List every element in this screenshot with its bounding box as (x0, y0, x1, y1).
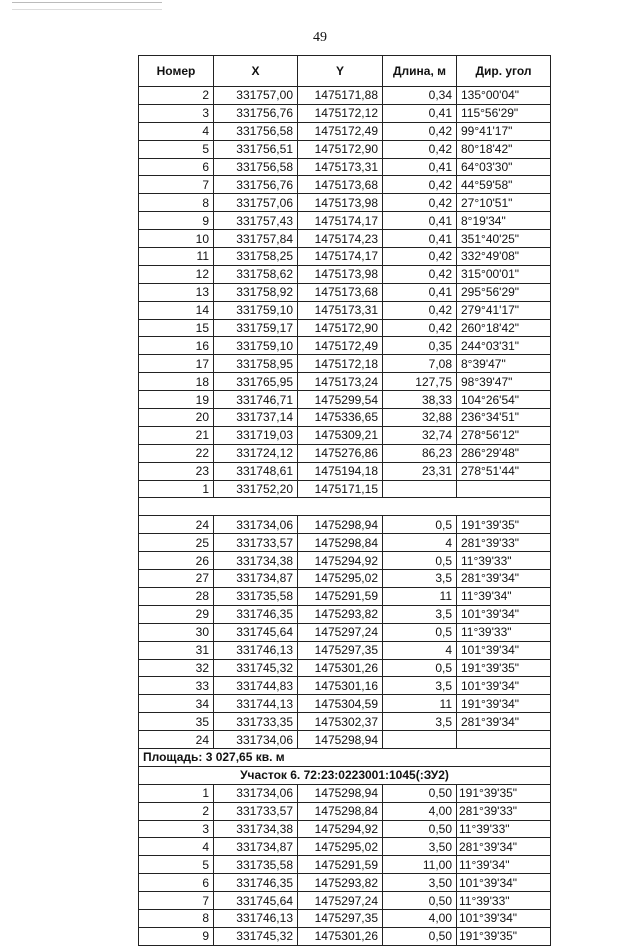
cell-number: 8 (139, 194, 214, 212)
cell-y: 1475301,26 (298, 927, 383, 945)
cell-number: 9 (139, 927, 214, 945)
cell-number: 34 (139, 695, 214, 713)
cell-angle: 191°39'35" (457, 659, 551, 677)
cell-x: 331744,13 (214, 695, 298, 713)
coordinates-table (138, 55, 551, 946)
cell-length: 0,42 (383, 140, 457, 158)
table-row (139, 283, 551, 301)
cell-y: 1475301,16 (298, 677, 383, 695)
table-row (139, 677, 551, 695)
cell-length: 11 (383, 587, 457, 605)
cell-number: 16 (139, 337, 214, 355)
table-row (139, 587, 551, 605)
cell-length: 0,41 (383, 230, 457, 248)
section-title: Участок 6. 72:23:0223001:1045(:ЗУ2) (139, 766, 551, 784)
cell-number: 6 (139, 158, 214, 176)
cell-angle: 281°39'34" (457, 713, 551, 731)
cell-number: 31 (139, 641, 214, 659)
cell-angle: 101°39'34" (457, 677, 551, 695)
cell-y: 1475297,35 (298, 909, 383, 927)
table-row (139, 248, 551, 266)
cell-x: 331756,58 (214, 158, 298, 176)
cell-length: 32,74 (383, 426, 457, 444)
cell-x: 331746,13 (214, 909, 298, 927)
cell-x: 331733,35 (214, 713, 298, 731)
cell-length: 7,08 (383, 355, 457, 373)
header-number: Номер (139, 56, 214, 87)
cell-number: 11 (139, 248, 214, 266)
cell-number: 9 (139, 212, 214, 230)
cell-angle: 332°49'08" (457, 248, 551, 266)
page-number: 49 (313, 30, 327, 45)
cell-x: 331735,58 (214, 587, 298, 605)
cell-number: 4 (139, 122, 214, 140)
cell-x: 331737,14 (214, 409, 298, 427)
cell-angle: 115°56'29" (457, 104, 551, 122)
cell-angle: 191°39'34" (457, 695, 551, 713)
table-row (139, 265, 551, 283)
cell-y: 1475298,84 (298, 802, 383, 820)
cell-number: 2 (139, 802, 214, 820)
cell-x: 331748,61 (214, 462, 298, 480)
cell-length: 0,50 (383, 784, 457, 802)
cell-length: 0,42 (383, 194, 457, 212)
cell-x: 331757,84 (214, 230, 298, 248)
table-row (139, 641, 551, 659)
table-row (139, 713, 551, 731)
header-x: X (214, 56, 298, 87)
cell-y: 1475276,86 (298, 444, 383, 462)
cell-angle: 11°39'34" (457, 587, 551, 605)
cell-number: 35 (139, 713, 214, 731)
cell-angle: 44°59'58" (457, 176, 551, 194)
cell-x: 331759,17 (214, 319, 298, 337)
cell-angle: 11°39'33" (457, 552, 551, 570)
cell-length: 127,75 (383, 373, 457, 391)
cell-angle: 281°39'34" (457, 838, 551, 856)
cell-number: 2 (139, 87, 214, 105)
cell-number: 5 (139, 856, 214, 874)
cell-y: 1475174,17 (298, 248, 383, 266)
cell-length: 0,50 (383, 927, 457, 945)
table-row (139, 570, 551, 588)
cell-angle (457, 480, 551, 498)
cell-x: 331757,43 (214, 212, 298, 230)
cell-x: 331752,20 (214, 480, 298, 498)
cell-angle: 11°39'34" (457, 856, 551, 874)
cell-y: 1475173,68 (298, 283, 383, 301)
cell-number: 8 (139, 909, 214, 927)
cell-number: 33 (139, 677, 214, 695)
cell-angle: 236°34'51" (457, 409, 551, 427)
header-row (139, 56, 551, 87)
cell-x: 331746,13 (214, 641, 298, 659)
cell-x: 331735,58 (214, 856, 298, 874)
cell-length: 0,5 (383, 516, 457, 534)
cell-length (383, 731, 457, 749)
table-row (139, 122, 551, 140)
cell-length: 86,23 (383, 444, 457, 462)
cell-length: 3,50 (383, 838, 457, 856)
cell-angle: 295°56'29" (457, 283, 551, 301)
cell-number: 29 (139, 605, 214, 623)
table-row (139, 212, 551, 230)
cell-x: 331757,06 (214, 194, 298, 212)
cell-x: 331734,38 (214, 820, 298, 838)
cell-x: 331756,76 (214, 104, 298, 122)
cell-y: 1475297,24 (298, 892, 383, 910)
cell-x: 331734,38 (214, 552, 298, 570)
cell-x: 331734,06 (214, 784, 298, 802)
cell-y: 1475194,18 (298, 462, 383, 480)
header-angle: Дир. угол (457, 56, 551, 87)
cell-number: 20 (139, 409, 214, 427)
cell-y: 1475173,31 (298, 301, 383, 319)
cell-y: 1475174,17 (298, 212, 383, 230)
cell-x: 331758,95 (214, 355, 298, 373)
cell-y: 1475304,59 (298, 695, 383, 713)
table-row (139, 194, 551, 212)
table-row (139, 319, 551, 337)
cell-angle: 11°39'33" (457, 892, 551, 910)
cell-length: 0,42 (383, 319, 457, 337)
cell-number: 32 (139, 659, 214, 677)
cell-x: 331745,64 (214, 892, 298, 910)
cell-angle: 244°03'31" (457, 337, 551, 355)
cell-x: 331734,87 (214, 570, 298, 588)
cell-number: 6 (139, 874, 214, 892)
area-label: Площадь: 3 027,65 кв. м (139, 748, 551, 766)
table-row (139, 605, 551, 623)
cell-angle: 278°56'12" (457, 426, 551, 444)
cell-length: 0,5 (383, 659, 457, 677)
cell-number: 10 (139, 230, 214, 248)
cell-length: 3,5 (383, 570, 457, 588)
cell-y: 1475302,37 (298, 713, 383, 731)
cell-angle: 135°00'04" (457, 87, 551, 105)
table-row (139, 301, 551, 319)
cell-y: 1475172,90 (298, 140, 383, 158)
cell-length: 0,42 (383, 122, 457, 140)
cell-y: 1475171,15 (298, 480, 383, 498)
cell-y: 1475171,88 (298, 87, 383, 105)
table-row (139, 87, 551, 105)
cell-number: 18 (139, 373, 214, 391)
cell-x: 331724,12 (214, 444, 298, 462)
cell-angle: 101°39'34" (457, 641, 551, 659)
cell-y: 1475298,84 (298, 534, 383, 552)
cell-angle: 27°10'51" (457, 194, 551, 212)
cell-length: 0,41 (383, 283, 457, 301)
table-row (139, 409, 551, 427)
table-row (139, 444, 551, 462)
empty-separator-row (139, 498, 551, 516)
cell-angle: 98°39'47" (457, 373, 551, 391)
cell-angle: 279°41'17" (457, 301, 551, 319)
cell-x: 331744,83 (214, 677, 298, 695)
cell-x: 331765,95 (214, 373, 298, 391)
cell-y: 1475172,49 (298, 337, 383, 355)
table-row (139, 534, 551, 552)
cell-number: 21 (139, 426, 214, 444)
cell-angle (457, 731, 551, 749)
table-row (139, 552, 551, 570)
cell-y: 1475172,49 (298, 122, 383, 140)
cell-number: 19 (139, 391, 214, 409)
cell-angle: 191°39'35" (457, 516, 551, 534)
cell-x: 331733,57 (214, 802, 298, 820)
cell-y: 1475173,98 (298, 194, 383, 212)
cell-x: 331758,92 (214, 283, 298, 301)
cell-x: 331734,06 (214, 516, 298, 534)
header-length: Длина, м (383, 56, 457, 87)
cell-number: 14 (139, 301, 214, 319)
cell-x: 331758,62 (214, 265, 298, 283)
cell-x: 331745,32 (214, 927, 298, 945)
cell-number: 30 (139, 623, 214, 641)
scan-edge-mark (12, 2, 162, 10)
header-y: Y (298, 56, 383, 87)
cell-angle: 281°39'33" (457, 534, 551, 552)
cell-angle: 101°39'34" (457, 874, 551, 892)
cell-x: 331756,76 (214, 176, 298, 194)
cell-length: 0,35 (383, 337, 457, 355)
cell-y: 1475172,12 (298, 104, 383, 122)
cell-number: 12 (139, 265, 214, 283)
cell-x: 331759,10 (214, 337, 298, 355)
cell-number: 22 (139, 444, 214, 462)
cell-length: 0,5 (383, 623, 457, 641)
cell-length: 0,5 (383, 552, 457, 570)
cell-length: 0,50 (383, 892, 457, 910)
cell-length: 0,41 (383, 212, 457, 230)
table-row (139, 104, 551, 122)
table-row (139, 337, 551, 355)
cell-length: 4,00 (383, 909, 457, 927)
cell-x: 331745,64 (214, 623, 298, 641)
table-row (139, 909, 551, 927)
cell-y: 1475297,35 (298, 641, 383, 659)
area-label-row (139, 748, 551, 766)
cell-number: 3 (139, 820, 214, 838)
cell-angle: 191°39'35" (457, 784, 551, 802)
cell-x: 331734,06 (214, 731, 298, 749)
cell-length: 0,42 (383, 248, 457, 266)
cell-y: 1475298,94 (298, 784, 383, 802)
cell-angle: 278°51'44" (457, 462, 551, 480)
cell-y: 1475173,24 (298, 373, 383, 391)
cell-angle: 80°18'42" (457, 140, 551, 158)
cell-number: 26 (139, 552, 214, 570)
cell-length: 38,33 (383, 391, 457, 409)
table-row (139, 516, 551, 534)
table-row (139, 391, 551, 409)
cell-angle: 104°26'54" (457, 391, 551, 409)
cell-length: 23,31 (383, 462, 457, 480)
cell-x: 331746,35 (214, 605, 298, 623)
cell-y: 1475293,82 (298, 874, 383, 892)
table-row (139, 856, 551, 874)
cell-length: 4,00 (383, 802, 457, 820)
cell-angle: 8°19'34" (457, 212, 551, 230)
cell-angle: 101°39'34" (457, 909, 551, 927)
table-row (139, 874, 551, 892)
empty-separator (139, 498, 551, 516)
table-row (139, 176, 551, 194)
cell-y: 1475295,02 (298, 838, 383, 856)
cell-y: 1475336,65 (298, 409, 383, 427)
cell-number: 28 (139, 587, 214, 605)
cell-y: 1475293,82 (298, 605, 383, 623)
cell-angle: 315°00'01" (457, 265, 551, 283)
table-row (139, 695, 551, 713)
cell-angle: 281°39'33" (457, 802, 551, 820)
cell-number: 15 (139, 319, 214, 337)
cell-y: 1475291,59 (298, 587, 383, 605)
cell-angle: 260°18'42" (457, 319, 551, 337)
cell-y: 1475294,92 (298, 552, 383, 570)
cell-angle: 8°39'47" (457, 355, 551, 373)
cell-length: 3,50 (383, 874, 457, 892)
cell-number: 24 (139, 516, 214, 534)
cell-angle: 11°39'33" (457, 820, 551, 838)
table-row (139, 373, 551, 391)
cell-length: 0,42 (383, 301, 457, 319)
cell-length: 11 (383, 695, 457, 713)
cell-length: 4 (383, 534, 457, 552)
table-row (139, 659, 551, 677)
cell-length: 0,42 (383, 176, 457, 194)
cell-length: 3,5 (383, 713, 457, 731)
cell-angle: 11°39'33" (457, 623, 551, 641)
cell-length: 3,5 (383, 605, 457, 623)
cell-length (383, 480, 457, 498)
cell-number: 7 (139, 176, 214, 194)
table-row (139, 230, 551, 248)
cell-number: 25 (139, 534, 214, 552)
cell-y: 1475291,59 (298, 856, 383, 874)
cell-y: 1475173,98 (298, 265, 383, 283)
cell-number: 13 (139, 283, 214, 301)
cell-y: 1475173,31 (298, 158, 383, 176)
cell-angle: 281°39'34" (457, 570, 551, 588)
cell-number: 27 (139, 570, 214, 588)
cell-y: 1475301,26 (298, 659, 383, 677)
cell-x: 331734,87 (214, 838, 298, 856)
cell-length: 11,00 (383, 856, 457, 874)
cell-y: 1475172,90 (298, 319, 383, 337)
table-row (139, 820, 551, 838)
cell-angle: 191°39'35" (457, 927, 551, 945)
table-row (139, 623, 551, 641)
cell-length: 0,50 (383, 820, 457, 838)
table-row (139, 927, 551, 945)
table-row (139, 426, 551, 444)
table-row (139, 462, 551, 480)
cell-x: 331759,10 (214, 301, 298, 319)
cell-y: 1475173,68 (298, 176, 383, 194)
cell-y: 1475298,94 (298, 731, 383, 749)
cell-x: 331756,58 (214, 122, 298, 140)
cell-x: 331719,03 (214, 426, 298, 444)
table-row (139, 731, 551, 749)
cell-number: 23 (139, 462, 214, 480)
cell-angle: 286°29'48" (457, 444, 551, 462)
cell-angle: 101°39'34" (457, 605, 551, 623)
table-row (139, 480, 551, 498)
cell-x: 331733,57 (214, 534, 298, 552)
cell-x: 331757,00 (214, 87, 298, 105)
cell-x: 331758,25 (214, 248, 298, 266)
cell-x: 331756,51 (214, 140, 298, 158)
cell-number: 7 (139, 892, 214, 910)
cell-length: 0,34 (383, 87, 457, 105)
cell-length: 32,88 (383, 409, 457, 427)
cell-y: 1475309,21 (298, 426, 383, 444)
cell-length: 4 (383, 641, 457, 659)
cell-y: 1475294,92 (298, 820, 383, 838)
cell-y: 1475295,02 (298, 570, 383, 588)
table-row (139, 784, 551, 802)
cell-number: 3 (139, 104, 214, 122)
cell-angle: 99°41'17" (457, 122, 551, 140)
cell-x: 331746,71 (214, 391, 298, 409)
cell-y: 1475297,24 (298, 623, 383, 641)
cell-length: 0,41 (383, 158, 457, 176)
cell-y: 1475172,18 (298, 355, 383, 373)
table-row (139, 140, 551, 158)
cell-number: 1 (139, 480, 214, 498)
cell-angle: 64°03'30" (457, 158, 551, 176)
cell-number: 4 (139, 838, 214, 856)
table-row (139, 158, 551, 176)
cell-y: 1475298,94 (298, 516, 383, 534)
cell-length: 0,41 (383, 104, 457, 122)
cell-length: 0,42 (383, 265, 457, 283)
table-body (139, 87, 551, 946)
cell-x: 331745,32 (214, 659, 298, 677)
cell-x: 331746,35 (214, 874, 298, 892)
table-row (139, 355, 551, 373)
table-row (139, 838, 551, 856)
cell-length: 3,5 (383, 677, 457, 695)
cell-number: 1 (139, 784, 214, 802)
cell-number: 24 (139, 731, 214, 749)
cell-y: 1475299,54 (298, 391, 383, 409)
section-title-row (139, 766, 551, 784)
table-row (139, 892, 551, 910)
cell-angle: 351°40'25" (457, 230, 551, 248)
table-row (139, 802, 551, 820)
cell-number: 17 (139, 355, 214, 373)
cell-y: 1475174,23 (298, 230, 383, 248)
cell-number: 5 (139, 140, 214, 158)
